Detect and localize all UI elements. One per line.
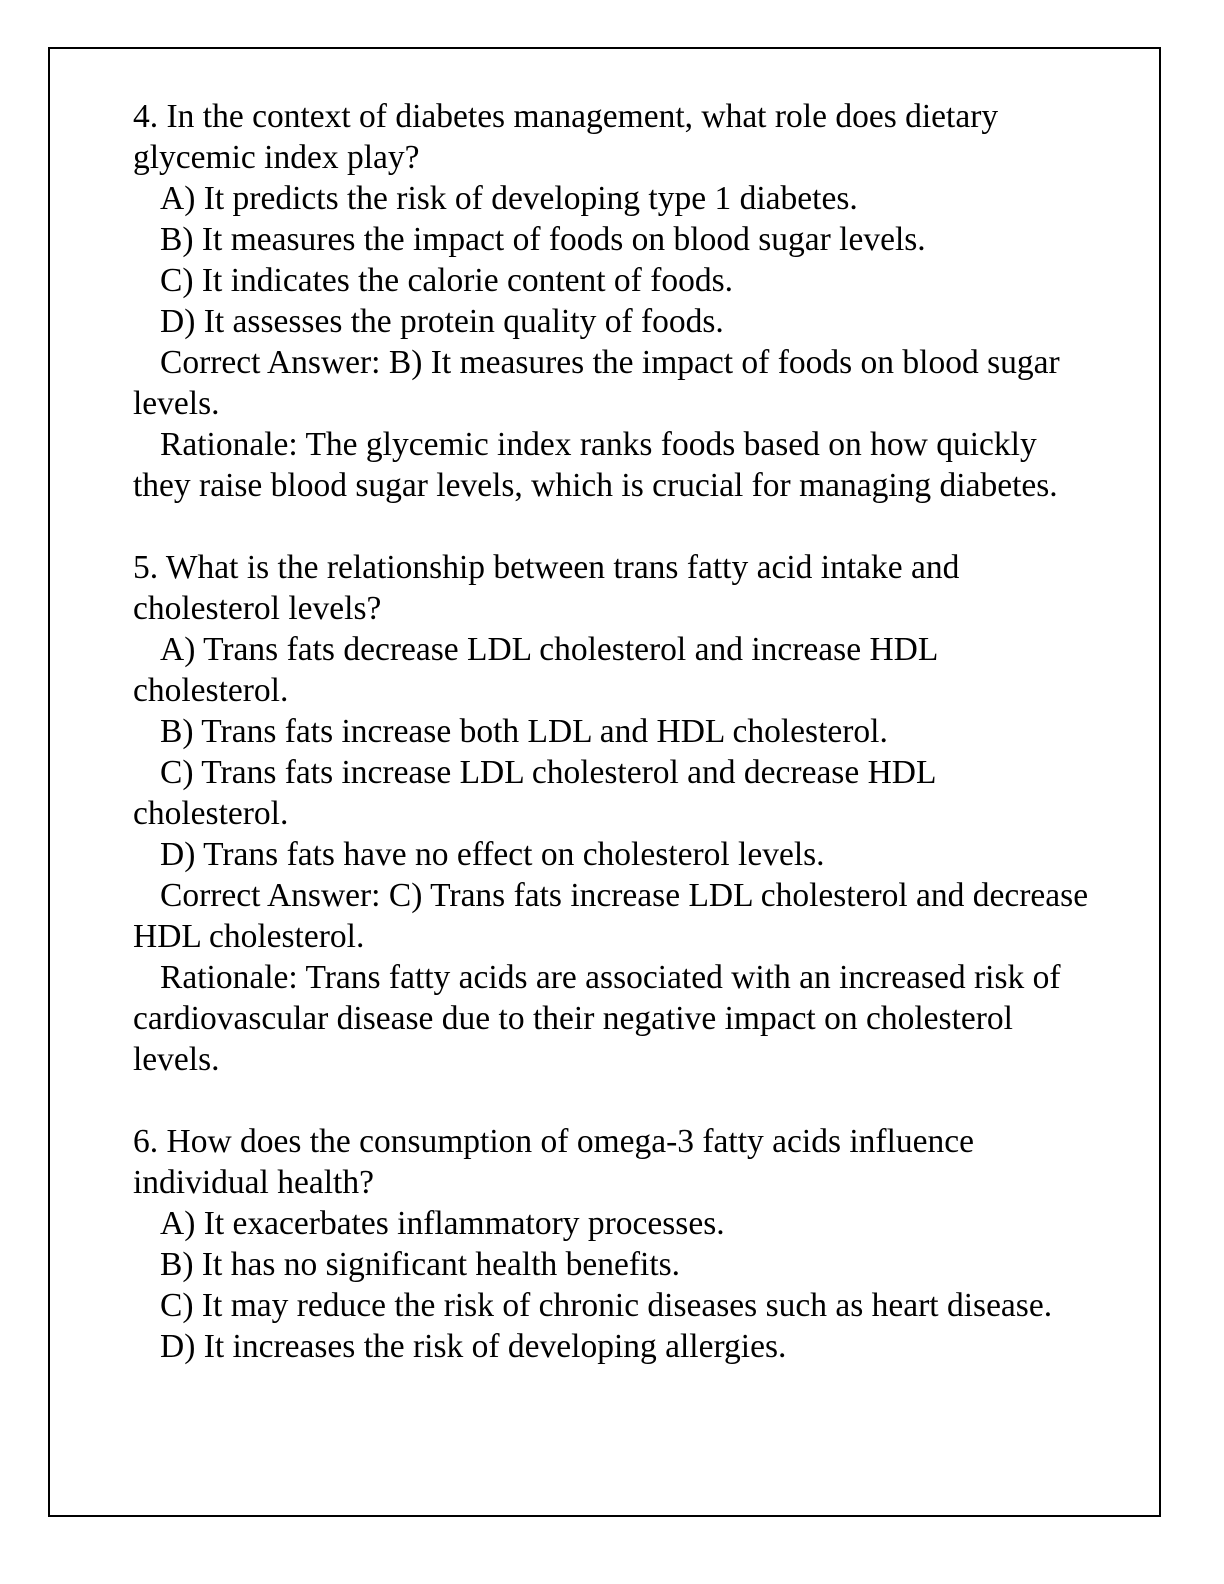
option-b: B) It has no significant health benefits. <box>160 1246 681 1283</box>
rationale: Rationale: Trans fatty acids are associated with an increased risk of cardiovascular disease due to their negative impact on cholesterol levels. <box>133 959 1061 1078</box>
question-6 <box>133 1121 1093 1367</box>
question-stem: 4. In the context of diabetes management, what role does dietary glycemic index play? <box>133 98 999 176</box>
option-b: B) Trans fats increase both LDL and HDL cholesterol. <box>160 713 888 750</box>
correct-answer: Correct Answer: C) Trans fats increase LDL cholesterol and decrease HDL cholesterol. <box>133 877 1089 955</box>
question-stem: 5. What is the relationship between trans fatty acid intake and cholesterol levels? <box>133 549 960 627</box>
question-4 <box>133 96 1093 506</box>
option-b: B) It measures the impact of foods on blood sugar levels. <box>160 221 926 258</box>
correct-answer: Correct Answer: B) It measures the impact of foods on blood sugar levels. <box>133 344 1060 422</box>
option-c: C) It may reduce the risk of chronic diseases such as heart disease. <box>160 1287 1053 1324</box>
option-a: A) Trans fats decrease LDL cholesterol and increase HDL cholesterol. <box>133 631 938 709</box>
option-d: D) It assesses the protein quality of foods. <box>160 303 724 340</box>
option-c: C) It indicates the calorie content of foods. <box>160 262 734 299</box>
rationale: Rationale: The glycemic index ranks foods based on how quickly they raise blood sugar levels, which is crucial for managing diabetes. <box>133 426 1058 504</box>
option-c: C) Trans fats increase LDL cholesterol and decrease HDL cholesterol. <box>133 754 936 832</box>
option-a: A) It exacerbates inflammatory processes. <box>160 1205 725 1242</box>
question-5 <box>133 547 1093 1080</box>
document-body <box>133 96 1093 1408</box>
option-d: D) Trans fats have no effect on cholesterol levels. <box>160 836 825 873</box>
question-stem: 6. How does the consumption of omega-3 fatty acids influence individual health? <box>133 1123 975 1201</box>
option-d: D) It increases the risk of developing allergies. <box>160 1328 787 1365</box>
option-a: A) It predicts the risk of developing type 1 diabetes. <box>160 180 858 217</box>
